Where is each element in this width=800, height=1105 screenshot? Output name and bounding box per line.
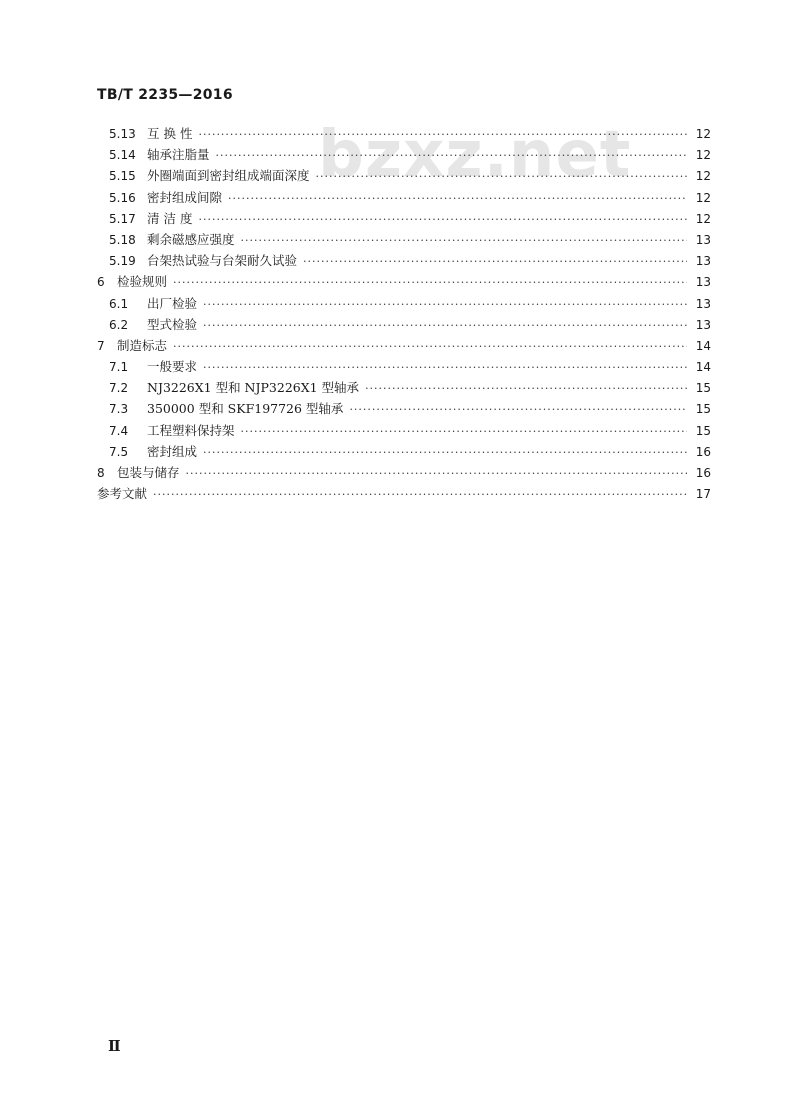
toc-entry-page: 15 <box>695 423 711 438</box>
toc-entry[interactable] <box>97 271 711 292</box>
toc-entry-number: 7.5 <box>109 444 129 459</box>
toc-entry-title: 制造标志 <box>117 337 168 353</box>
toc-entry-number: 5.18 <box>109 232 136 247</box>
toc-entry-page: 13 <box>695 296 711 311</box>
toc-entry-number: 5.17 <box>109 211 136 226</box>
table-of-contents <box>97 123 711 504</box>
page-number: Ⅱ <box>108 1037 121 1055</box>
toc-entry-title: 轴承注脂量 <box>147 147 210 163</box>
toc-entry[interactable] <box>97 314 711 335</box>
toc-entry-title: 参考文献 <box>97 486 148 502</box>
toc-entry-title: 工程塑料保持架 <box>147 422 235 438</box>
toc-entry-title: 型式检验 <box>147 316 198 332</box>
toc-entry[interactable] <box>97 462 711 483</box>
toc-dot-leader <box>173 272 687 293</box>
watermark: bzxz.net <box>318 118 632 192</box>
toc-entry-number: 5.16 <box>109 190 136 205</box>
toc-entry-number: 7.3 <box>109 402 129 417</box>
toc-entry-title: 清 洁 度 <box>147 210 193 226</box>
toc-dot-leader <box>241 421 687 442</box>
toc-entry[interactable] <box>97 123 711 144</box>
toc-entry-page: 13 <box>695 254 711 269</box>
toc-entry-page: 15 <box>695 402 711 417</box>
toc-dot-leader <box>316 166 687 187</box>
toc-dot-leader <box>203 294 687 315</box>
toc-entry-page: 13 <box>695 317 711 332</box>
toc-entry-page: 16 <box>695 444 711 459</box>
toc-dot-leader <box>186 463 687 484</box>
toc-entry-page: 14 <box>695 360 711 375</box>
toc-dot-leader <box>173 336 687 357</box>
toc-entry-title: 密封组成间隙 <box>147 189 223 205</box>
toc-entry[interactable] <box>97 144 711 165</box>
toc-entry[interactable] <box>97 187 711 208</box>
toc-entry[interactable] <box>97 335 711 356</box>
toc-entry-title: 一般要求 <box>147 359 198 375</box>
toc-entry-page: 13 <box>695 232 711 247</box>
toc-entry[interactable] <box>97 293 711 314</box>
toc-entry-title: 密封组成 <box>147 443 198 459</box>
toc-dot-leader <box>365 378 687 399</box>
toc-entry-number: 7 <box>97 338 105 353</box>
toc-entry[interactable] <box>97 483 711 504</box>
toc-entry-page: 13 <box>695 275 711 290</box>
toc-entry-number: 7.4 <box>109 423 129 438</box>
toc-entry-page: 12 <box>695 190 711 205</box>
toc-entry-number: 6.1 <box>109 296 129 311</box>
toc-entry-page: 17 <box>695 487 711 502</box>
toc-entry[interactable] <box>97 208 711 229</box>
toc-dot-leader <box>198 209 687 230</box>
toc-entry[interactable] <box>97 165 711 186</box>
toc-entry-page: 12 <box>695 169 711 184</box>
toc-dot-leader <box>153 484 687 505</box>
toc-dot-leader <box>303 251 687 272</box>
toc-dot-leader <box>203 315 687 336</box>
toc-entry[interactable] <box>97 229 711 250</box>
toc-entry-title: NJ3226X1 型和 NJP3226X1 型轴承 <box>147 380 360 396</box>
toc-entry[interactable] <box>97 441 711 462</box>
toc-entry[interactable] <box>97 250 711 271</box>
toc-entry-title: 剩余磁感应强度 <box>147 231 235 247</box>
toc-dot-leader <box>228 188 687 209</box>
toc-dot-leader <box>198 124 687 145</box>
toc-dot-leader <box>216 145 687 166</box>
toc-entry[interactable] <box>97 398 711 419</box>
document-code: TB/T 2235—2016 <box>97 87 233 103</box>
toc-entry[interactable] <box>97 377 711 398</box>
toc-entry-title: 检验规则 <box>117 274 168 290</box>
toc-entry-page: 12 <box>695 211 711 226</box>
toc-entry[interactable] <box>97 420 711 441</box>
toc-dot-leader <box>203 357 687 378</box>
toc-entry-number: 7.1 <box>109 360 129 375</box>
toc-dot-leader <box>203 442 687 463</box>
toc-dot-leader <box>241 230 687 251</box>
toc-entry-title: 350000 型和 SKF197726 型轴承 <box>147 401 344 417</box>
toc-entry-title: 互 换 性 <box>147 126 193 141</box>
toc-entry-number: 6 <box>97 275 105 290</box>
toc-entry-number: 5.19 <box>109 254 136 269</box>
toc-entry-number: 8 <box>97 466 105 480</box>
toc-entry-number: 5.14 <box>109 148 136 163</box>
toc-entry-number: 5.13 <box>109 127 136 141</box>
toc-entry-title: 出厂检验 <box>147 295 198 311</box>
toc-entry-title: 包装与储存 <box>117 465 180 480</box>
toc-entry-number: 5.15 <box>109 169 136 184</box>
toc-entry[interactable] <box>97 356 711 377</box>
toc-dot-leader <box>349 399 687 420</box>
toc-entry-page: 12 <box>695 148 711 163</box>
toc-entry-page: 15 <box>695 381 711 396</box>
toc-entry-title: 台架热试验与台架耐久试验 <box>147 253 298 269</box>
toc-entry-number: 7.2 <box>109 381 129 396</box>
toc-entry-page: 12 <box>695 127 711 141</box>
toc-entry-page: 16 <box>695 466 711 480</box>
toc-entry-number: 6.2 <box>109 317 129 332</box>
toc-entry-page: 14 <box>695 338 711 353</box>
toc-entry-title: 外圈端面到密封组成端面深度 <box>147 168 310 184</box>
